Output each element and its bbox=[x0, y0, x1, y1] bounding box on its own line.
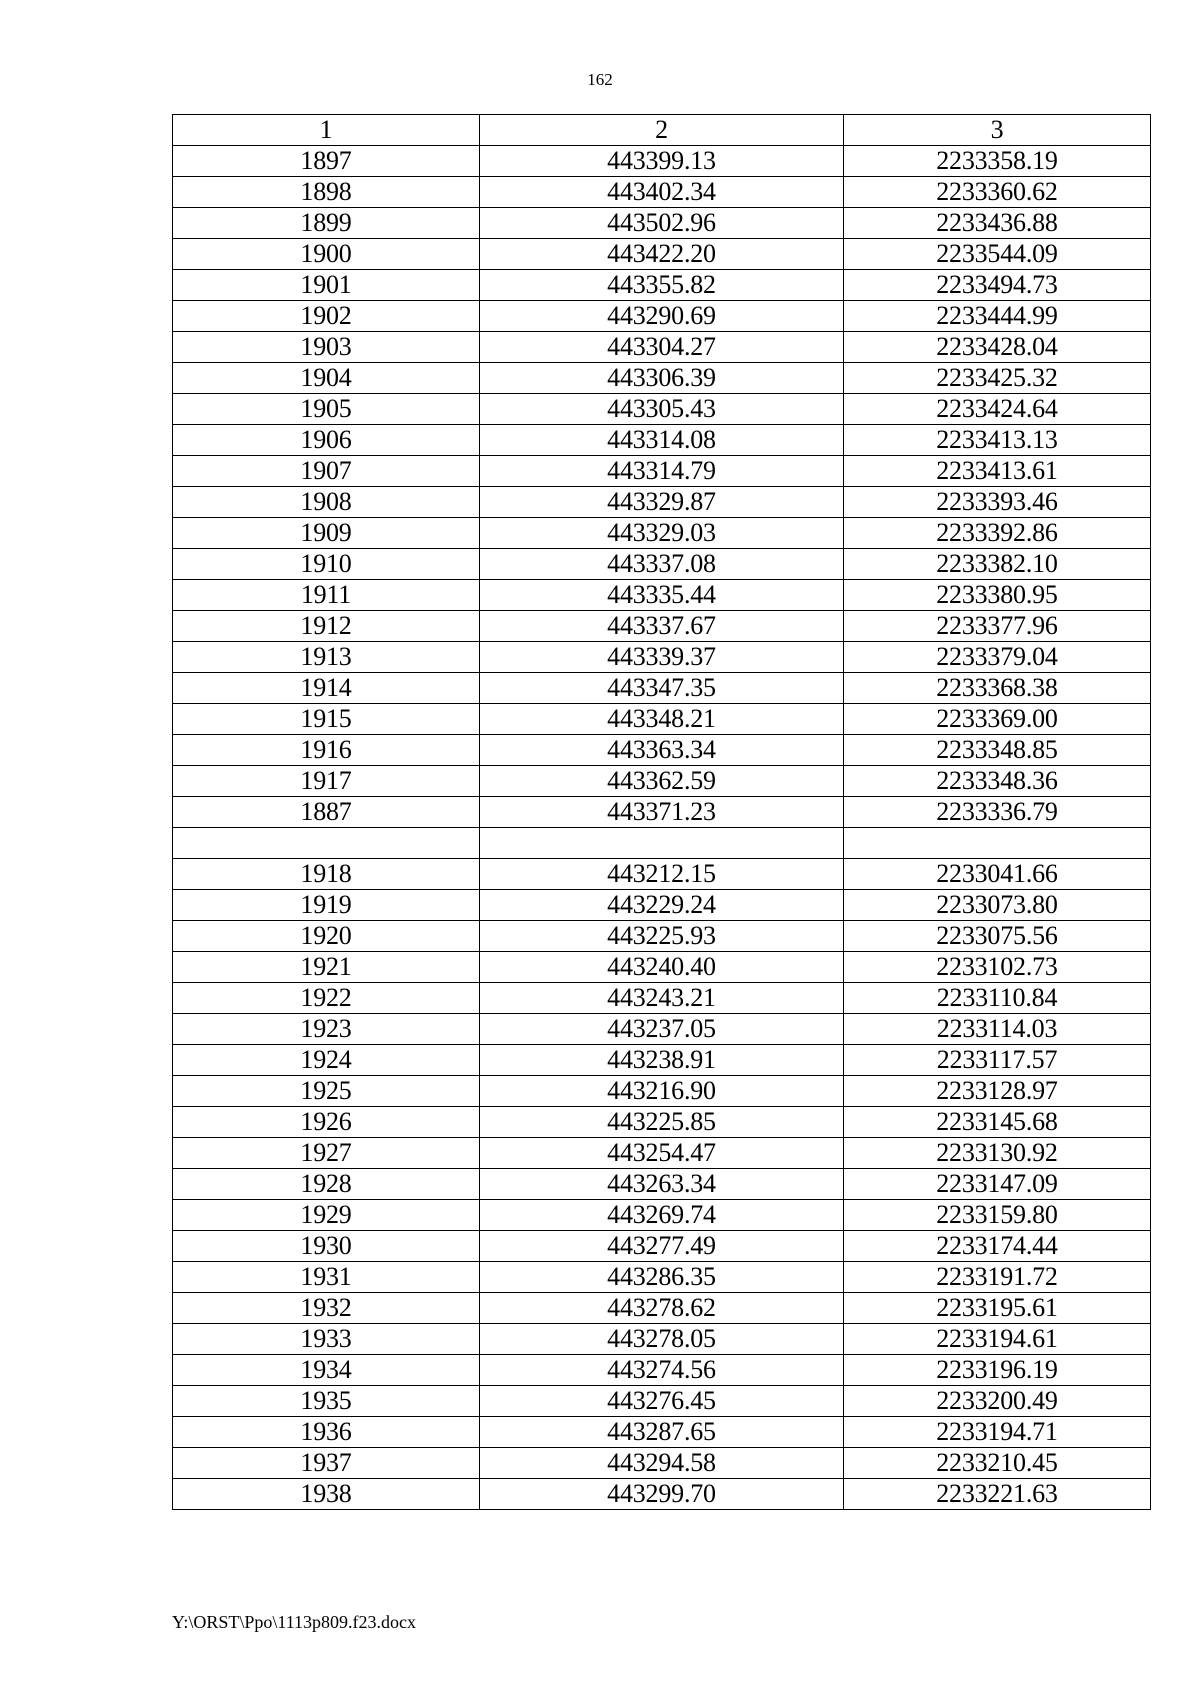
table-cell-col1: 1908 bbox=[173, 487, 480, 518]
table-cell-col2: 443286.35 bbox=[480, 1261, 844, 1292]
column-header-3: 3 bbox=[844, 115, 1151, 146]
table-cell-col2: 443329.87 bbox=[480, 487, 844, 518]
column-header-2: 2 bbox=[480, 115, 844, 146]
page-number: 162 bbox=[587, 70, 613, 89]
table-cell-col3: 2233196.19 bbox=[844, 1354, 1151, 1385]
table-cell-col2: 443304.27 bbox=[480, 332, 844, 363]
table-cell-col3: 2233369.00 bbox=[844, 704, 1151, 735]
table-cell-col3: 2233114.03 bbox=[844, 1013, 1151, 1044]
table-cell-col1: 1915 bbox=[173, 704, 480, 735]
table-cell-col2: 443306.39 bbox=[480, 363, 844, 394]
footer-file-path: Y:\ORST\Ppo\1113p809.f23.docx bbox=[172, 1612, 417, 1632]
table-cell-col1: 1899 bbox=[173, 208, 480, 239]
table-row bbox=[173, 1447, 1151, 1478]
table-row bbox=[173, 858, 1151, 889]
table-cell-col1: 1916 bbox=[173, 735, 480, 766]
table-cell-col1: 1897 bbox=[173, 146, 480, 177]
table-cell-col2: 443337.08 bbox=[480, 549, 844, 580]
table-cell-col2: 443371.23 bbox=[480, 797, 844, 828]
table-cell-col3: 2233194.71 bbox=[844, 1416, 1151, 1447]
table-cell-col1: 1935 bbox=[173, 1385, 480, 1416]
table-cell-col2: 443294.58 bbox=[480, 1447, 844, 1478]
table-cell-col2: 443422.20 bbox=[480, 239, 844, 270]
table-cell-col2: 443348.21 bbox=[480, 704, 844, 735]
table-cell-col1: 1921 bbox=[173, 951, 480, 982]
table-cell-col1: 1934 bbox=[173, 1354, 480, 1385]
table-cell-col2: 443502.96 bbox=[480, 208, 844, 239]
table-cell-col3 bbox=[844, 828, 1151, 859]
table-cell-col3: 2233393.46 bbox=[844, 487, 1151, 518]
table-header bbox=[173, 115, 1151, 146]
table-cell-col1: 1912 bbox=[173, 611, 480, 642]
table-cell-col1: 1920 bbox=[173, 920, 480, 951]
table-row bbox=[173, 1075, 1151, 1106]
table-row bbox=[173, 673, 1151, 704]
table-cell-col2: 443229.24 bbox=[480, 889, 844, 920]
table-cell-col2: 443329.03 bbox=[480, 518, 844, 549]
table-cell-col2: 443243.21 bbox=[480, 982, 844, 1013]
table-row bbox=[173, 1137, 1151, 1168]
table-row bbox=[173, 828, 1151, 859]
table-cell-col2: 443402.34 bbox=[480, 177, 844, 208]
header-row bbox=[173, 115, 1151, 146]
table-cell-col1: 1919 bbox=[173, 889, 480, 920]
table-cell-col1: 1911 bbox=[173, 580, 480, 611]
table-cell-col2: 443290.69 bbox=[480, 301, 844, 332]
table-row bbox=[173, 1292, 1151, 1323]
table-cell-col3: 2233102.73 bbox=[844, 951, 1151, 982]
table-row bbox=[173, 1044, 1151, 1075]
table-cell-col2: 443363.34 bbox=[480, 735, 844, 766]
table-row bbox=[173, 1168, 1151, 1199]
table-row bbox=[173, 549, 1151, 580]
table-cell-col2: 443216.90 bbox=[480, 1075, 844, 1106]
table-cell-col3: 2233444.99 bbox=[844, 301, 1151, 332]
table-row bbox=[173, 735, 1151, 766]
table-cell-col3: 2233147.09 bbox=[844, 1168, 1151, 1199]
table-row bbox=[173, 580, 1151, 611]
table-cell-col1: 1928 bbox=[173, 1168, 480, 1199]
table-cell-col3: 2233200.49 bbox=[844, 1385, 1151, 1416]
table-cell-col2: 443335.44 bbox=[480, 580, 844, 611]
table-row bbox=[173, 951, 1151, 982]
table-cell-col1: 1910 bbox=[173, 549, 480, 580]
table-row bbox=[173, 456, 1151, 487]
table-cell-col3: 2233392.86 bbox=[844, 518, 1151, 549]
table-row bbox=[173, 487, 1151, 518]
table-cell-col2: 443314.79 bbox=[480, 456, 844, 487]
table-cell-col1: 1938 bbox=[173, 1478, 480, 1509]
table-cell-col3: 2233073.80 bbox=[844, 889, 1151, 920]
table-cell-col2: 443355.82 bbox=[480, 270, 844, 301]
table-cell-col2: 443238.91 bbox=[480, 1044, 844, 1075]
table-cell-col2: 443278.05 bbox=[480, 1323, 844, 1354]
table-cell-col2: 443269.74 bbox=[480, 1199, 844, 1230]
table-cell-col1: 1931 bbox=[173, 1261, 480, 1292]
table-cell-col1: 1906 bbox=[173, 425, 480, 456]
table-row bbox=[173, 611, 1151, 642]
table-cell-col2: 443347.35 bbox=[480, 673, 844, 704]
table-row bbox=[173, 642, 1151, 673]
table-cell-col1: 1918 bbox=[173, 858, 480, 889]
table-row bbox=[173, 1478, 1151, 1509]
table-row bbox=[173, 518, 1151, 549]
table-cell-col1: 1929 bbox=[173, 1199, 480, 1230]
column-header-1: 1 bbox=[173, 115, 480, 146]
table-cell-col2: 443278.62 bbox=[480, 1292, 844, 1323]
table-row bbox=[173, 1199, 1151, 1230]
table-cell-col2: 443274.56 bbox=[480, 1354, 844, 1385]
table-cell-col3: 2233221.63 bbox=[844, 1478, 1151, 1509]
table-row bbox=[173, 1106, 1151, 1137]
table-row bbox=[173, 1013, 1151, 1044]
table-cell-col3: 2233348.36 bbox=[844, 766, 1151, 797]
table-cell-col3: 2233428.04 bbox=[844, 332, 1151, 363]
table-row bbox=[173, 425, 1151, 456]
coordinates-table bbox=[172, 114, 1151, 1510]
table-cell-col1: 1936 bbox=[173, 1416, 480, 1447]
table-cell-col3: 2233360.62 bbox=[844, 177, 1151, 208]
table-cell-col2: 443240.40 bbox=[480, 951, 844, 982]
table-cell-col3: 2233368.38 bbox=[844, 673, 1151, 704]
table-cell-col2: 443337.67 bbox=[480, 611, 844, 642]
table-cell-col1: 1917 bbox=[173, 766, 480, 797]
table-cell-col1: 1898 bbox=[173, 177, 480, 208]
table-row bbox=[173, 889, 1151, 920]
table-row bbox=[173, 1385, 1151, 1416]
table-cell-col3: 2233544.09 bbox=[844, 239, 1151, 270]
table-cell-col1: 1904 bbox=[173, 363, 480, 394]
table-cell-col3: 2233377.96 bbox=[844, 611, 1151, 642]
table-cell-col3: 2233117.57 bbox=[844, 1044, 1151, 1075]
table-cell-col3: 2233424.64 bbox=[844, 394, 1151, 425]
table-row bbox=[173, 208, 1151, 239]
table-row bbox=[173, 301, 1151, 332]
table-cell-col2: 443212.15 bbox=[480, 858, 844, 889]
table-body bbox=[173, 146, 1151, 1510]
table-cell-col3: 2233191.72 bbox=[844, 1261, 1151, 1292]
table-row bbox=[173, 797, 1151, 828]
table-row bbox=[173, 766, 1151, 797]
table-cell-col3: 2233128.97 bbox=[844, 1075, 1151, 1106]
table-cell-col1 bbox=[173, 828, 480, 859]
table-cell-col1: 1927 bbox=[173, 1137, 480, 1168]
table-cell-col3: 2233110.84 bbox=[844, 982, 1151, 1013]
table-cell-col2: 443254.47 bbox=[480, 1137, 844, 1168]
table-row bbox=[173, 332, 1151, 363]
table-row bbox=[173, 1354, 1151, 1385]
table-cell-col1: 1930 bbox=[173, 1230, 480, 1261]
table-row bbox=[173, 1416, 1151, 1447]
table-cell-col3: 2233380.95 bbox=[844, 580, 1151, 611]
table-cell-col2: 443399.13 bbox=[480, 146, 844, 177]
table-cell-col2: 443305.43 bbox=[480, 394, 844, 425]
table-cell-col1: 1923 bbox=[173, 1013, 480, 1044]
table-cell-col1: 1914 bbox=[173, 673, 480, 704]
table-cell-col1: 1922 bbox=[173, 982, 480, 1013]
table-row bbox=[173, 270, 1151, 301]
table-cell-col3: 2233174.44 bbox=[844, 1230, 1151, 1261]
table-cell-col2: 443276.45 bbox=[480, 1385, 844, 1416]
table-cell-col1: 1902 bbox=[173, 301, 480, 332]
table-row bbox=[173, 239, 1151, 270]
table-cell-col2: 443277.49 bbox=[480, 1230, 844, 1261]
table-cell-col1: 1925 bbox=[173, 1075, 480, 1106]
table-cell-col3: 2233358.19 bbox=[844, 146, 1151, 177]
table-cell-col3: 2233436.88 bbox=[844, 208, 1151, 239]
table-cell-col1: 1901 bbox=[173, 270, 480, 301]
table-cell-col3: 2233075.56 bbox=[844, 920, 1151, 951]
table-cell-col3: 2233130.92 bbox=[844, 1137, 1151, 1168]
table-row bbox=[173, 1323, 1151, 1354]
table-cell-col3: 2233382.10 bbox=[844, 549, 1151, 580]
table-cell-col2: 443237.05 bbox=[480, 1013, 844, 1044]
table-row bbox=[173, 394, 1151, 425]
table-cell-col2: 443339.37 bbox=[480, 642, 844, 673]
table-cell-col3: 2233145.68 bbox=[844, 1106, 1151, 1137]
table-cell-col2: 443263.34 bbox=[480, 1168, 844, 1199]
table-cell-col1: 1924 bbox=[173, 1044, 480, 1075]
table-cell-col1: 1907 bbox=[173, 456, 480, 487]
table-cell-col1: 1887 bbox=[173, 797, 480, 828]
table-row bbox=[173, 1261, 1151, 1292]
table-row bbox=[173, 177, 1151, 208]
table-cell-col2: 443299.70 bbox=[480, 1478, 844, 1509]
table-cell-col1: 1909 bbox=[173, 518, 480, 549]
table-cell-col1: 1932 bbox=[173, 1292, 480, 1323]
table-cell-col1: 1905 bbox=[173, 394, 480, 425]
table-cell-col3: 2233210.45 bbox=[844, 1447, 1151, 1478]
table-cell-col3: 2233413.13 bbox=[844, 425, 1151, 456]
table-cell-col3: 2233159.80 bbox=[844, 1199, 1151, 1230]
table-cell-col3: 2233413.61 bbox=[844, 456, 1151, 487]
table-cell-col3: 2233379.04 bbox=[844, 642, 1151, 673]
table-cell-col3: 2233041.66 bbox=[844, 858, 1151, 889]
table-cell-col3: 2233336.79 bbox=[844, 797, 1151, 828]
table-cell-col3: 2233348.85 bbox=[844, 735, 1151, 766]
table-cell-col3: 2233425.32 bbox=[844, 363, 1151, 394]
table-row bbox=[173, 363, 1151, 394]
table-cell-col1: 1913 bbox=[173, 642, 480, 673]
table-cell-col1: 1933 bbox=[173, 1323, 480, 1354]
table-cell-col3: 2233194.61 bbox=[844, 1323, 1151, 1354]
table-row bbox=[173, 920, 1151, 951]
table-cell-col1: 1926 bbox=[173, 1106, 480, 1137]
table-cell-col2: 443225.93 bbox=[480, 920, 844, 951]
table-cell-col2: 443314.08 bbox=[480, 425, 844, 456]
table-row bbox=[173, 704, 1151, 735]
table-cell-col1: 1937 bbox=[173, 1447, 480, 1478]
table-cell-col2: 443287.65 bbox=[480, 1416, 844, 1447]
table-row bbox=[173, 146, 1151, 177]
table-row bbox=[173, 1230, 1151, 1261]
table-row bbox=[173, 982, 1151, 1013]
table-cell-col2: 443362.59 bbox=[480, 766, 844, 797]
table-cell-col2: 443225.85 bbox=[480, 1106, 844, 1137]
table-cell-col3: 2233494.73 bbox=[844, 270, 1151, 301]
table-cell-col2 bbox=[480, 828, 844, 859]
table-cell-col1: 1903 bbox=[173, 332, 480, 363]
table-cell-col1: 1900 bbox=[173, 239, 480, 270]
table-cell-col3: 2233195.61 bbox=[844, 1292, 1151, 1323]
